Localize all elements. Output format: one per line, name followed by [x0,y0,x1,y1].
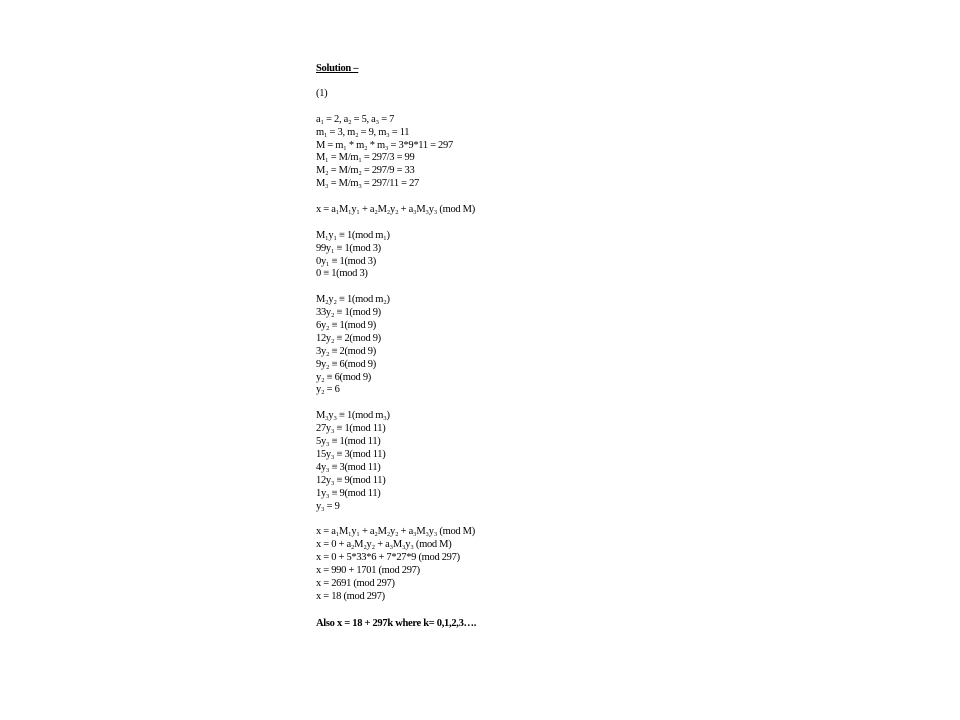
equation-line: M₂ = M/m₂ = 297/9 = 33 [316,165,415,177]
equation-line: y₃ = 9 [316,500,340,512]
equation-line: 0 ≡ 1(mod 3) [316,268,368,280]
equation-line: M₂y₂ ≡ 1(mod m₂) [316,294,390,306]
equation-line: x = a₁M₁y₁ + a₂M₂y₂ + a₃M₃y₃ (mod M) [316,526,475,538]
equation-line: 12y₃ ≡ 9(mod 11) [316,474,386,486]
equation-line: 99y₁ ≡ 1(mod 3) [316,242,381,254]
equation-line: m₁ = 3, m₂ = 9, m₃ = 11 [316,126,410,138]
solution-steps [316,88,716,617]
block-spacer [316,281,716,294]
final-answer: Also x = 18 + 297k where k= 0,1,2,3…. [316,617,477,629]
equation-line: 0y₁ ≡ 1(mod 3) [316,255,376,267]
equation-line: x = 0 + 5*33*6 + 7*27*9 (mod 297) [316,552,460,564]
block-spacer [316,191,716,204]
equation-line: x = 2691 (mod 297) [316,577,395,589]
equation-line: y₂ = 6 [316,384,340,396]
equation-line: 3y₂ ≡ 2(mod 9) [316,345,376,357]
equation-line: x = a₁M₁y₁ + a₂M₂y₂ + a₃M₃y₃ (mod M) [316,204,475,216]
equation-line: 27y₃ ≡ 1(mod 11) [316,423,386,435]
equation-line: M₃y₃ ≡ 1(mod m₃) [316,410,390,422]
equation-line: x = 990 + 1701 (mod 297) [316,564,420,576]
equation-line: 33y₂ ≡ 1(mod 9) [316,307,381,319]
block-spacer [316,101,716,114]
equation-line: M₁y₁ ≡ 1(mod m₁) [316,229,390,241]
equation-line: x = 0 + a₂M₂y₂ + a₃M₃y₃ (mod M) [316,539,452,551]
block-spacer [316,513,716,526]
solution-heading: Solution – [316,63,359,74]
equation-line: 1y₃ ≡ 9(mod 11) [316,487,381,499]
equation-line: x = 18 (mod 297) [316,590,385,602]
equation-line: 9y₂ ≡ 6(mod 9) [316,358,376,370]
document-body [316,62,716,630]
equation-line: 12y₂ ≡ 2(mod 9) [316,332,381,344]
equation-line: y₂ ≡ 6(mod 9) [316,371,371,383]
equation-line: M₁ = M/m₁ = 297/3 = 99 [316,152,415,164]
equation-line: (1) [316,88,328,99]
block-spacer [316,217,716,230]
equation-line: a₁ = 2, a₂ = 5, a₃ = 7 [316,113,395,125]
equation-line: 6y₂ ≡ 1(mod 9) [316,320,376,332]
block-spacer [316,604,716,617]
equation-line: 15y₃ ≡ 3(mod 11) [316,448,386,460]
equation-line: 5y₃ ≡ 1(mod 11) [316,436,381,448]
block-spacer [316,397,716,410]
equation-line: M₃ = M/m₃ = 297/11 = 27 [316,178,419,190]
equation-line: 4y₃ ≡ 3(mod 11) [316,461,381,473]
equation-line: M = m₁ * m₂ * m₃ = 3*9*11 = 297 [316,139,453,151]
